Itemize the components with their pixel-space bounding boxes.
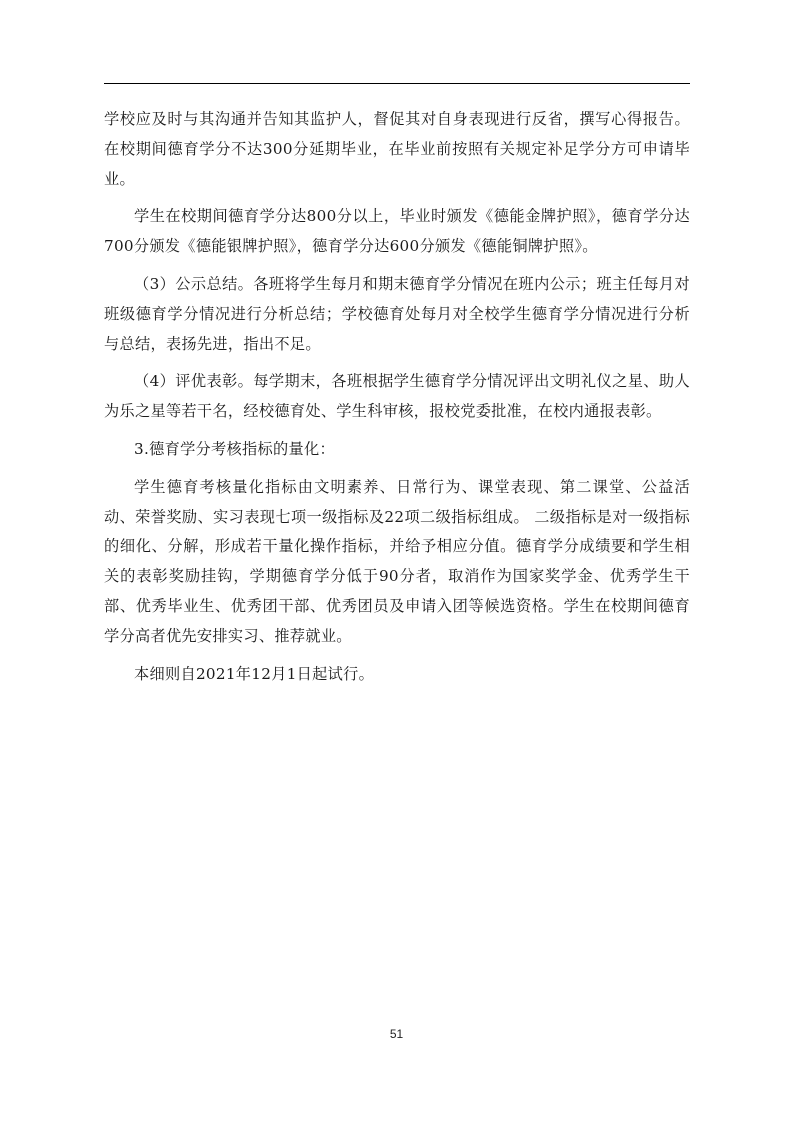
paragraph-6: 本细则自2021年12月1日起试行。 xyxy=(134,664,375,683)
paragraph-5: 学生德育考核量化指标由文明素养、日常行为、课堂表现、第二课堂、公益活动、荣誉奖励、实习表现七项一级指标及22项二级指标组成。 二级指标是对一级指标的细化、分解，形成若干量化操作指标，并给予相应分值。德育学分成绩要和学生相关的表彰奖励挂钩，学期德育学分低于90分者，取消作为国家奖学金、优秀学生干部、优秀毕业生、优秀团干部、优秀团员及申请入团等候选资格。学生在校期间德育学分高者优先安排实习、推荐就业。 xyxy=(104,477,690,645)
paragraph-1: 学校应及时与其沟通并告知其监护人，督促其对自身表现进行反省，撰写心得报告。在校期间德育学分不达300分延期毕业，在毕业前按照有关规定补足学分方可申请毕业。 xyxy=(104,110,690,188)
document-body xyxy=(104,105,690,689)
section-heading: 3.德育学分考核指标的量化： xyxy=(134,439,335,458)
paragraph-2: 学生在校期间德育学分达800分以上，毕业时颁发《德能金牌护照》，德育学分达700分颁发《德能银牌护照》，德育学分达600分颁发《德能铜牌护照》。 xyxy=(104,207,690,256)
paragraph-3: （3）公示总结。各班将学生每月和期末德育学分情况在班内公示；班主任每月对班级德育学分情况进行分析总结；学校德育处每月对全校学生德育学分情况进行分析与总结，表扬先进，指出不足。 xyxy=(104,274,690,353)
header-rule xyxy=(104,83,690,84)
paragraph-4: （4）评优表彰。每学期末，各班根据学生德育学分情况评出文明礼仪之星、助人为乐之星等若干名，经校德育处、学生科审核，报校党委批准，在校内通报表彰。 xyxy=(104,372,690,421)
page-number: 51 xyxy=(389,1027,404,1041)
